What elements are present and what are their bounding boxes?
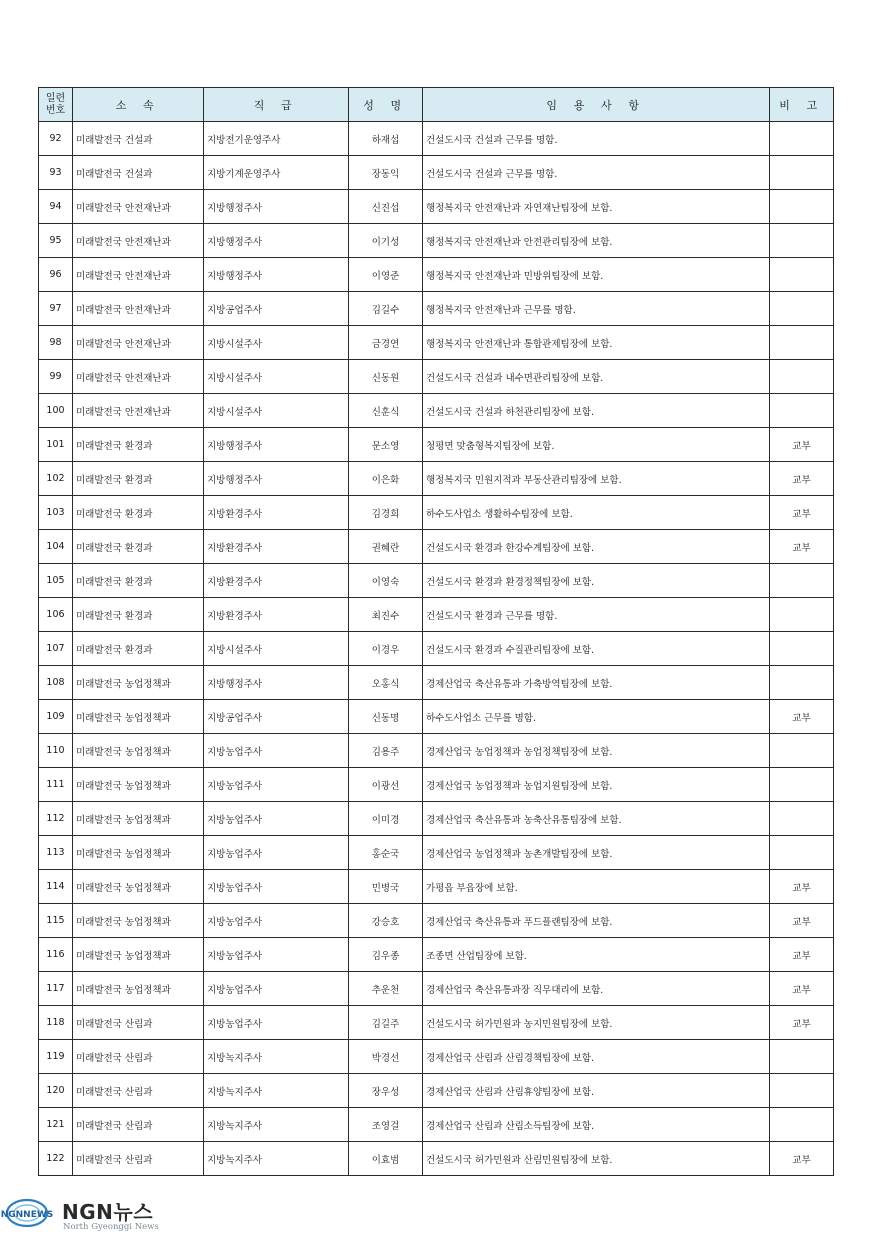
cell-name: 조영걸: [349, 1108, 423, 1142]
cell-note: [770, 394, 834, 428]
cell-serial-number: 97: [39, 292, 73, 326]
cell-grade: 지방녹지주사: [204, 1142, 349, 1176]
table-row: [39, 700, 834, 734]
cell-appointment: 건설도시국 환경과 근무를 명함.: [423, 598, 770, 632]
cell-name: 민병국: [349, 870, 423, 904]
cell-department: 미래발전국 농업정책과: [73, 734, 204, 768]
cell-grade: 지방행정주사: [204, 190, 349, 224]
cell-note: 교부: [770, 496, 834, 530]
cell-note: 교부: [770, 904, 834, 938]
cell-department: 미래발전국 안전재난과: [73, 292, 204, 326]
header-serial-line1: 일련: [45, 92, 66, 104]
cell-serial-number: 120: [39, 1074, 73, 1108]
cell-name: 이영준: [349, 258, 423, 292]
cell-name: 신동명: [349, 700, 423, 734]
header-grade: 직 급: [204, 88, 349, 122]
table-row: [39, 666, 834, 700]
cell-note: [770, 598, 834, 632]
cell-appointment: 경제산업국 농업정책과 농업정책팀장에 보함.: [423, 734, 770, 768]
cell-note: [770, 734, 834, 768]
table-row: [39, 292, 834, 326]
cell-grade: 지방농업주사: [204, 1006, 349, 1040]
cell-grade: 지방환경주사: [204, 530, 349, 564]
cell-serial-number: 121: [39, 1108, 73, 1142]
cell-appointment: 행정복지국 안전재난과 자연재난팀장에 보함.: [423, 190, 770, 224]
cell-appointment: 경제산업국 산림과 산림휴양팀장에 보함.: [423, 1074, 770, 1108]
table-row: [39, 802, 834, 836]
cell-note: 교부: [770, 428, 834, 462]
cell-grade: 지방행정주사: [204, 258, 349, 292]
cell-department: 미래발전국 안전재난과: [73, 258, 204, 292]
table-row: [39, 904, 834, 938]
cell-department: 미래발전국 환경과: [73, 462, 204, 496]
cell-name: 김경희: [349, 496, 423, 530]
logo-mark-text: NGNNEWS: [0, 1210, 54, 1220]
cell-appointment: 경제산업국 축산유통과장 직무대리에 보함.: [423, 972, 770, 1006]
table-row: [39, 1074, 834, 1108]
cell-department: 미래발전국 안전재난과: [73, 224, 204, 258]
table-row: [39, 462, 834, 496]
cell-serial-number: 119: [39, 1040, 73, 1074]
table-row: [39, 122, 834, 156]
cell-name: 이기성: [349, 224, 423, 258]
table-row: [39, 258, 834, 292]
cell-name: 장우성: [349, 1074, 423, 1108]
cell-department: 미래발전국 안전재난과: [73, 326, 204, 360]
cell-note: [770, 802, 834, 836]
cell-department: 미래발전국 산림과: [73, 1006, 204, 1040]
table-row: [39, 326, 834, 360]
cell-appointment: 건설도시국 건설과 내수면관리팀장에 보함.: [423, 360, 770, 394]
table-row: [39, 530, 834, 564]
ngn-news-logo: [0, 1196, 206, 1236]
cell-name: 이효범: [349, 1142, 423, 1176]
cell-note: [770, 258, 834, 292]
cell-appointment: 행정복지국 민원지적과 부동산관리팀장에 보함.: [423, 462, 770, 496]
cell-serial-number: 92: [39, 122, 73, 156]
cell-name: 하재섭: [349, 122, 423, 156]
cell-department: 미래발전국 산림과: [73, 1142, 204, 1176]
header-row: [39, 88, 834, 122]
cell-appointment: 건설도시국 허가민원과 산림민원팀장에 보함.: [423, 1142, 770, 1176]
cell-serial-number: 102: [39, 462, 73, 496]
cell-note: [770, 122, 834, 156]
cell-grade: 지방농업주사: [204, 734, 349, 768]
cell-note: [770, 1108, 834, 1142]
cell-department: 미래발전국 안전재난과: [73, 360, 204, 394]
cell-grade: 지방시설주사: [204, 394, 349, 428]
cell-name: 김우종: [349, 938, 423, 972]
cell-appointment: 하수도사업소 근무를 명함.: [423, 700, 770, 734]
cell-name: 이영숙: [349, 564, 423, 598]
table-row: [39, 870, 834, 904]
cell-name: 홍순국: [349, 836, 423, 870]
cell-grade: 지방전기운영주사: [204, 122, 349, 156]
cell-department: 미래발전국 건설과: [73, 122, 204, 156]
table-row: [39, 224, 834, 258]
cell-appointment: 경제산업국 산림과 산림소득팀장에 보함.: [423, 1108, 770, 1142]
cell-grade: 지방농업주사: [204, 768, 349, 802]
header-serial-line2: 번호: [45, 104, 66, 116]
cell-grade: 지방행정주사: [204, 428, 349, 462]
table-row: [39, 394, 834, 428]
cell-name: 김길주: [349, 1006, 423, 1040]
cell-note: [770, 360, 834, 394]
cell-serial-number: 100: [39, 394, 73, 428]
header-appointment: 임 용 사 항: [423, 88, 770, 122]
cell-serial-number: 114: [39, 870, 73, 904]
cell-department: 미래발전국 환경과: [73, 428, 204, 462]
cell-department: 미래발전국 안전재난과: [73, 394, 204, 428]
cell-appointment: 건설도시국 허가민원과 농지민원팀장에 보함.: [423, 1006, 770, 1040]
cell-serial-number: 95: [39, 224, 73, 258]
cell-note: [770, 632, 834, 666]
cell-department: 미래발전국 산림과: [73, 1040, 204, 1074]
cell-note: [770, 836, 834, 870]
cell-name: 강승호: [349, 904, 423, 938]
cell-note: [770, 1040, 834, 1074]
cell-department: 미래발전국 농업정책과: [73, 904, 204, 938]
cell-appointment: 건설도시국 건설과 하천관리팀장에 보함.: [423, 394, 770, 428]
table-row: [39, 1006, 834, 1040]
cell-name: 추운천: [349, 972, 423, 1006]
cell-appointment: 행정복지국 안전재난과 근무를 명함.: [423, 292, 770, 326]
cell-note: [770, 768, 834, 802]
cell-serial-number: 112: [39, 802, 73, 836]
cell-note: 교부: [770, 938, 834, 972]
cell-appointment: 건설도시국 환경과 수질관리팀장에 보함.: [423, 632, 770, 666]
cell-serial-number: 98: [39, 326, 73, 360]
cell-grade: 지방녹지주사: [204, 1108, 349, 1142]
cell-serial-number: 113: [39, 836, 73, 870]
cell-serial-number: 108: [39, 666, 73, 700]
cell-name: 문소영: [349, 428, 423, 462]
cell-name: 최진수: [349, 598, 423, 632]
cell-appointment: 조종면 산업팀장에 보함.: [423, 938, 770, 972]
table-header: [39, 88, 834, 122]
table-body: [39, 122, 834, 1176]
cell-serial-number: 110: [39, 734, 73, 768]
cell-note: [770, 666, 834, 700]
table-row: [39, 428, 834, 462]
header-department: 소 속: [73, 88, 204, 122]
table-row: [39, 360, 834, 394]
cell-serial-number: 106: [39, 598, 73, 632]
table-row: [39, 598, 834, 632]
cell-grade: 지방녹지주사: [204, 1074, 349, 1108]
cell-name: 박경선: [349, 1040, 423, 1074]
cell-grade: 지방기계운영주사: [204, 156, 349, 190]
cell-grade: 지방행정주사: [204, 666, 349, 700]
cell-appointment: 행정복지국 안전재난과 통합관제팀장에 보함.: [423, 326, 770, 360]
cell-department: 미래발전국 농업정책과: [73, 666, 204, 700]
cell-department: 미래발전국 농업정책과: [73, 802, 204, 836]
cell-note: 교부: [770, 972, 834, 1006]
cell-department: 미래발전국 농업정책과: [73, 938, 204, 972]
cell-name: 신훈식: [349, 394, 423, 428]
table-row: [39, 156, 834, 190]
cell-department: 미래발전국 농업정책과: [73, 870, 204, 904]
cell-name: 이경우: [349, 632, 423, 666]
cell-grade: 지방농업주사: [204, 870, 349, 904]
table-row: [39, 564, 834, 598]
cell-grade: 지방농업주사: [204, 836, 349, 870]
cell-note: 교부: [770, 530, 834, 564]
cell-appointment: 경제산업국 농업정책과 농촌개발팀장에 보함.: [423, 836, 770, 870]
cell-appointment: 하수도사업소 생활하수팀장에 보함.: [423, 496, 770, 530]
logo-tagline: North Gyeonggi News: [63, 1222, 159, 1232]
cell-note: 교부: [770, 700, 834, 734]
cell-department: 미래발전국 안전재난과: [73, 190, 204, 224]
cell-name: 김용주: [349, 734, 423, 768]
personnel-table: [38, 87, 834, 1176]
cell-serial-number: 105: [39, 564, 73, 598]
cell-appointment: 건설도시국 환경과 한강수계팀장에 보함.: [423, 530, 770, 564]
table-row: [39, 768, 834, 802]
cell-department: 미래발전국 환경과: [73, 530, 204, 564]
cell-serial-number: 94: [39, 190, 73, 224]
cell-note: [770, 190, 834, 224]
cell-grade: 지방농업주사: [204, 904, 349, 938]
cell-grade: 지방공업주사: [204, 292, 349, 326]
cell-serial-number: 101: [39, 428, 73, 462]
cell-department: 미래발전국 환경과: [73, 496, 204, 530]
cell-serial-number: 107: [39, 632, 73, 666]
cell-note: 교부: [770, 1006, 834, 1040]
cell-name: 권혜란: [349, 530, 423, 564]
cell-name: 이은화: [349, 462, 423, 496]
cell-note: [770, 224, 834, 258]
cell-department: 미래발전국 산림과: [73, 1108, 204, 1142]
cell-department: 미래발전국 산림과: [73, 1074, 204, 1108]
cell-name: 신동원: [349, 360, 423, 394]
cell-department: 미래발전국 환경과: [73, 632, 204, 666]
cell-department: 미래발전국 환경과: [73, 564, 204, 598]
cell-name: 이광선: [349, 768, 423, 802]
cell-appointment: 청평면 맞춤형복지팀장에 보함.: [423, 428, 770, 462]
cell-name: 이미경: [349, 802, 423, 836]
cell-serial-number: 122: [39, 1142, 73, 1176]
table-row: [39, 190, 834, 224]
cell-grade: 지방환경주사: [204, 564, 349, 598]
ngn-globe-icon: [0, 1198, 54, 1228]
cell-name: 장동익: [349, 156, 423, 190]
cell-grade: 지방농업주사: [204, 938, 349, 972]
cell-grade: 지방환경주사: [204, 496, 349, 530]
table-row: [39, 1108, 834, 1142]
cell-note: [770, 564, 834, 598]
cell-grade: 지방시설주사: [204, 326, 349, 360]
cell-name: 신진섭: [349, 190, 423, 224]
cell-note: 교부: [770, 1142, 834, 1176]
header-note: 비 고: [770, 88, 834, 122]
cell-grade: 지방농업주사: [204, 802, 349, 836]
table-row: [39, 938, 834, 972]
cell-grade: 지방행정주사: [204, 224, 349, 258]
cell-department: 미래발전국 건설과: [73, 156, 204, 190]
cell-appointment: 경제산업국 축산유통과 푸드플랜팀장에 보함.: [423, 904, 770, 938]
cell-grade: 지방시설주사: [204, 360, 349, 394]
cell-serial-number: 115: [39, 904, 73, 938]
cell-serial-number: 99: [39, 360, 73, 394]
cell-serial-number: 104: [39, 530, 73, 564]
table-row: [39, 632, 834, 666]
cell-department: 미래발전국 농업정책과: [73, 836, 204, 870]
table-row: [39, 496, 834, 530]
table-row: [39, 1040, 834, 1074]
cell-grade: 지방행정주사: [204, 462, 349, 496]
cell-appointment: 행정복지국 안전재난과 안전관리팀장에 보함.: [423, 224, 770, 258]
cell-department: 미래발전국 농업정책과: [73, 700, 204, 734]
cell-department: 미래발전국 농업정책과: [73, 972, 204, 1006]
cell-grade: 지방농업주사: [204, 972, 349, 1006]
cell-note: 교부: [770, 462, 834, 496]
cell-grade: 지방시설주사: [204, 632, 349, 666]
cell-serial-number: 103: [39, 496, 73, 530]
cell-serial-number: 116: [39, 938, 73, 972]
cell-appointment: 행정복지국 안전재난과 민방위팀장에 보함.: [423, 258, 770, 292]
cell-appointment: 경제산업국 축산유통과 농축산유통팀장에 보함.: [423, 802, 770, 836]
cell-serial-number: 118: [39, 1006, 73, 1040]
cell-serial-number: 111: [39, 768, 73, 802]
cell-serial-number: 96: [39, 258, 73, 292]
logo-brand-text: NGN뉴스: [62, 1200, 154, 1224]
table-row: [39, 972, 834, 1006]
cell-appointment: 경제산업국 산림과 산림경책팀장에 보함.: [423, 1040, 770, 1074]
cell-note: 교부: [770, 870, 834, 904]
cell-grade: 지방환경주사: [204, 598, 349, 632]
cell-appointment: 건설도시국 건설과 근무를 명함.: [423, 122, 770, 156]
cell-appointment: 건설도시국 환경과 환경정책팀장에 보함.: [423, 564, 770, 598]
cell-note: [770, 156, 834, 190]
header-serial-number: [39, 88, 73, 122]
cell-note: [770, 326, 834, 360]
cell-serial-number: 109: [39, 700, 73, 734]
cell-serial-number: 93: [39, 156, 73, 190]
header-name: 성 명: [349, 88, 423, 122]
cell-department: 미래발전국 환경과: [73, 598, 204, 632]
cell-name: 금경연: [349, 326, 423, 360]
cell-serial-number: 117: [39, 972, 73, 1006]
cell-appointment: 경제산업국 축산유통과 가축방역팀장에 보함.: [423, 666, 770, 700]
cell-note: [770, 1074, 834, 1108]
table-row: [39, 1142, 834, 1176]
cell-appointment: 건설도시국 건설과 근무를 명함.: [423, 156, 770, 190]
cell-appointment: 경제산업국 농업정책과 농업지원팀장에 보함.: [423, 768, 770, 802]
cell-grade: 지방녹지주사: [204, 1040, 349, 1074]
cell-grade: 지방공업주사: [204, 700, 349, 734]
cell-name: 김길수: [349, 292, 423, 326]
table-row: [39, 734, 834, 768]
cell-appointment: 가평읍 부읍장에 보함.: [423, 870, 770, 904]
cell-name: 오홍식: [349, 666, 423, 700]
cell-note: [770, 292, 834, 326]
cell-department: 미래발전국 농업정책과: [73, 768, 204, 802]
table-row: [39, 836, 834, 870]
